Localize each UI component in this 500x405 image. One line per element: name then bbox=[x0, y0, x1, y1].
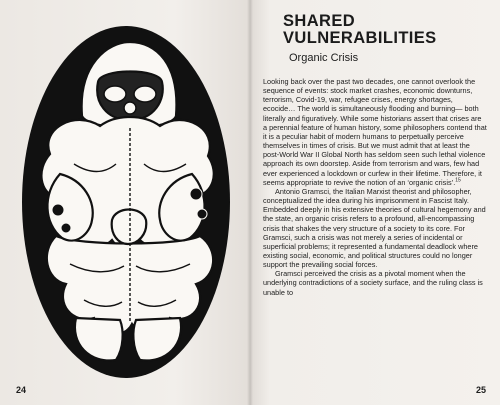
paragraph-2: Antonio Gramsci, the Italian Marxist theorist and philosopher, conceptualized the idea during his imprisonment in Fascist Italy. Embedded deeply in his extensive theories of cultural hegemony and the state, an organic crisis refers to a profound, all-encompassing crisis that shakes the very structure of a society to its core. For Gramsci, such a crisis was not merely a series of incidental or superficial problems; it represented a fundamental deadlock where existing social, economic, and political structures could no longer support the prevailing social forces. bbox=[263, 186, 486, 270]
footnote-reference: 15 bbox=[455, 177, 461, 184]
chapter-heading bbox=[283, 13, 493, 47]
paragraph-3: Gramsci perceived the crisis as a pivotal moment when the underlying contradictions of a society surface, and the ruling class is unable to bbox=[263, 269, 483, 297]
paragraph-1-text: Looking back over the past two decades, one cannot overlook the sequence of events: stock market crashes, economic downturns, terrorism, Covid-19, war, refugee crises, energy shortages, ecocide… The world is simultaneously flooding and burning— both literally and figuratively. While some historians assert that crises are a perennial feature of human history, some philosophers contend that it is a peculiar habit of modern humans to perpetually perceive themselves in times of crisis. But we must admit that at least the post-World War II Global North has seldom seen such lethal violence approach its own doorstep. Aside from terrorism and wars, few had ever experienced a lockdown or curfew in their lifetime. Therefore, it seems appropriate to revive the notion of an ‘organic crisis’. bbox=[263, 77, 487, 187]
heading-line-1: SHARED bbox=[283, 12, 356, 30]
page-number-right: 25 bbox=[475, 385, 486, 395]
section-subheading: Organic Crisis bbox=[289, 52, 359, 64]
page-number-left: 24 bbox=[16, 385, 27, 395]
protective-suit-illustration bbox=[20, 24, 232, 380]
heading-line-2: VULNERABILITIES bbox=[283, 29, 437, 47]
body-text bbox=[263, 77, 487, 297]
paragraph-1 bbox=[263, 77, 487, 187]
